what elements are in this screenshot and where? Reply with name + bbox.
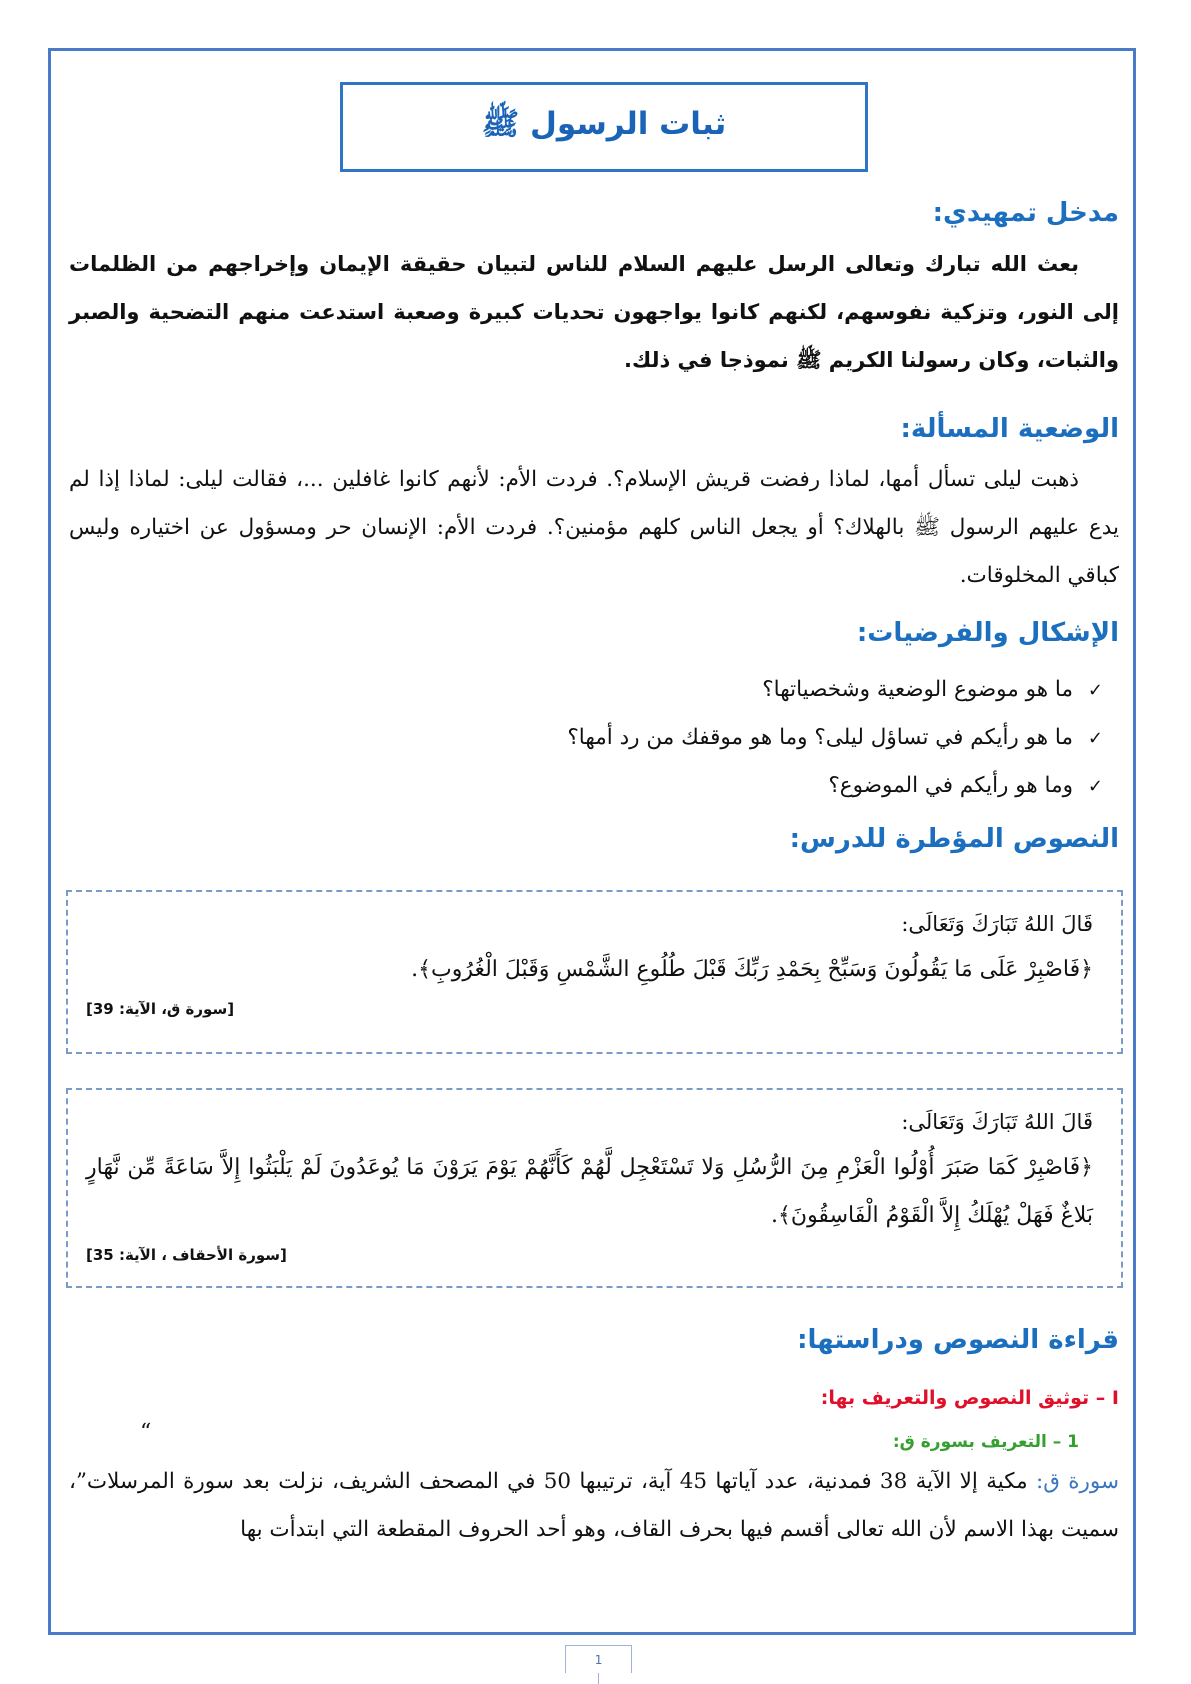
verse-intro: قَالَ اللهُ تَبَارَكَ وَتَعَالَى: [901,1110,1093,1134]
verse-text: ﴿فَاصْبِرْ كَمَا صَبَرَ أُوْلُوا الْعَزْمِ مِنَ الرُّسُلِ وَلا تَسْتَعْجِل لَّهُمْ كَأَنَّهُمْ يَوْمَ يَرَوْنَ مَا يُوعَدُونَ لَمْ يَلْبَثُوا إِلاَّ سَاعَةً مِّن نَّهَارٍ بَلاغٌ فَهَلْ يُهْلَكُ إِلاَّ الْقَوْمُ الْفَاسِقُونَ﴾. [86,1155,1093,1228]
surah-label: سورة ق: [1035,1469,1119,1494]
verse-reference: [سورة ق، الآية: 39] [86,1000,235,1018]
quote-mark: “ [140,1420,152,1445]
situation-heading: الوضعية المسألة: [900,414,1119,444]
intro-paragraph: بعث الله تبارك وتعالى الرسل عليهم السلام للناس لتبيان حقيقة الإيمان وإخراجهم من الظلمات إلى النور، وتزكية نفوسهم، لكنهم كانوا يواجهون تحديات كبيرة وصعبة استدعت منهم التضحية والصبر والثبات، وكان رسولنا الكريم ﷺ نموذجا في ذلك. [69,252,1119,372]
verse-text: ﴿فَاصْبِرْ عَلَى مَا يَقُولُونَ وَسَبِّحْ بِحَمْدِ رَبِّكَ قَبْلَ طُلُوعِ الشَّمْسِ وَقَبْلَ الْغُرُوبِ﴾. [411,957,1093,982]
texts-heading: النصوص المؤطرة للدرس: [789,824,1119,854]
list-item: ✓ما هو رأيكم في تساؤل ليلى؟ وما هو موقفك من رد أمها؟ [567,714,1103,762]
surah-definition-subheading: 1 – التعريف بسورة ق: [892,1432,1079,1452]
list-item: ✓ما هو موضوع الوضعية وشخصياتها؟ [567,666,1103,714]
surah-paragraph [69,1458,1119,1554]
verse-intro: قَالَ اللهُ تَبَارَكَ وَتَعَالَى: [901,912,1093,936]
checkmark-icon: ✓ [1087,776,1103,797]
problem-heading: الإشكال والفرضيات: [856,618,1119,648]
intro-heading: مدخل تمهيدي: [932,198,1119,228]
situation-paragraph: ذهبت ليلى تسأل أمها، لماذا رفضت قريش الإسلام؟. فردت الأم: لأنهم كانوا غافلين ...، فقالت ليلى: لماذا إذا لم يدع عليهم الرسول ﷺ بالهلاك؟ أو يجعل الناس كلهم مؤمنين؟. فردت الأم: الإنسان حر ومسؤول عن اختياره وليس كباقي المخلوقات. [69,467,1119,588]
page-number-tick [598,1673,599,1684]
verse-box-2 [66,1088,1123,1288]
surah-text: مكية إلا الآية 38 فمدنية، عدد آياتها 45 آية، ترتيبها 50 في المصحف الشريف، نزلت بعد سورة المرسلات”، سميت بهذا الاسم لأن الله تعالى أقسم فيها بحرف القاف، وهو أحد الحروف المقطعة التي ابتدأت بها [69,1469,1119,1542]
verse-reference: [سورة الأحقاف ، الآية: 35] [86,1246,287,1264]
title-box [340,82,868,172]
questions-list [567,666,1103,810]
checkmark-icon: ✓ [1087,680,1103,701]
page-title: ثبات الرسول ﷺ [481,105,727,142]
list-item: ✓وما هو رأيكم في الموضوع؟ [567,762,1103,810]
page-number: 1 [565,1645,632,1673]
documentation-subheading: I – توثيق النصوص والتعريف بها: [820,1387,1119,1409]
reading-heading: قراءة النصوص ودراستها: [797,1325,1119,1355]
checkmark-icon: ✓ [1087,728,1103,749]
verse-box-1 [66,890,1123,1054]
